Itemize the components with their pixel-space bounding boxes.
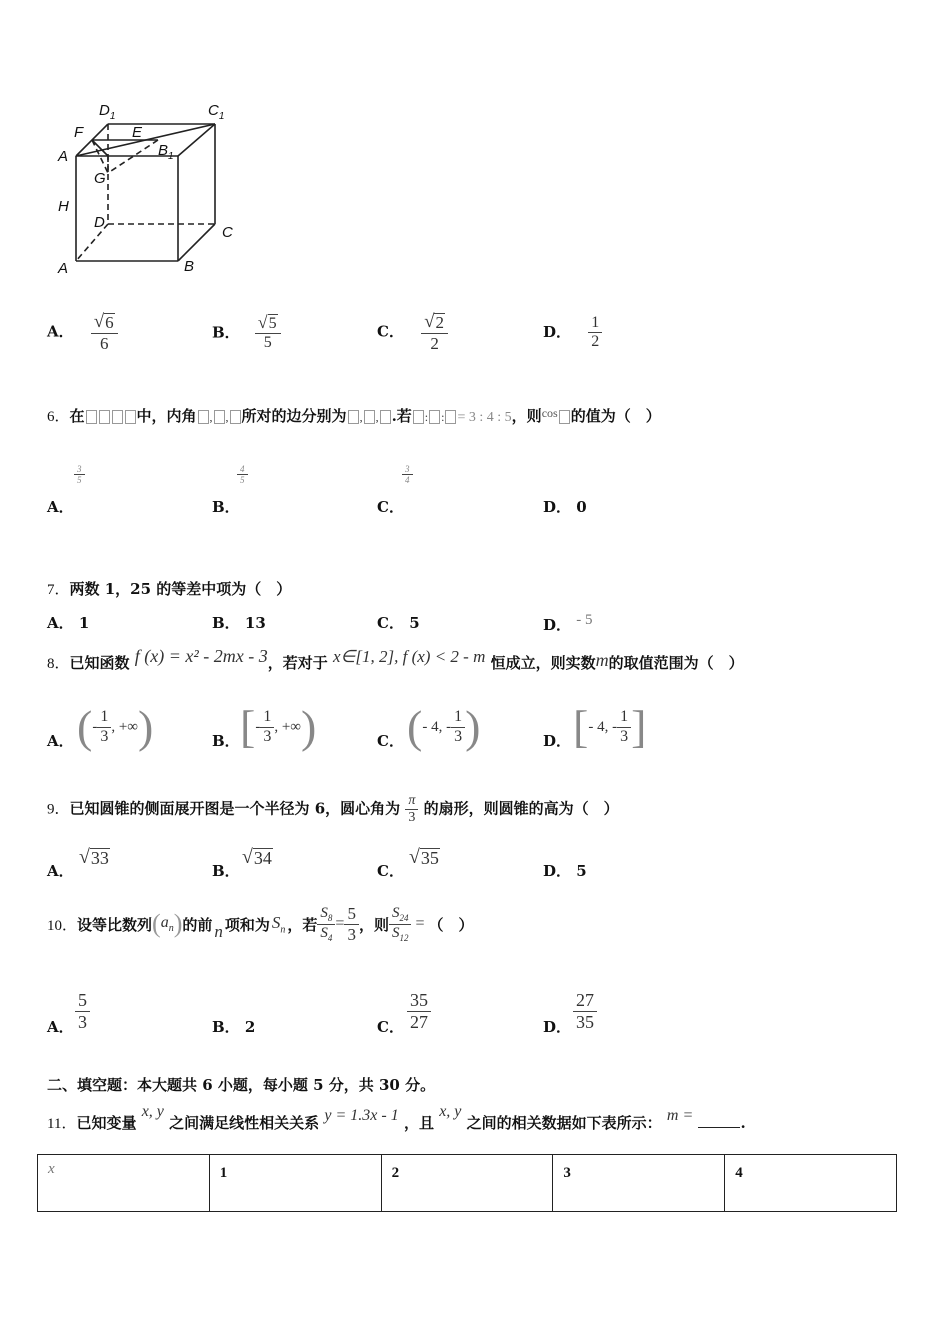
table-cell: 4	[725, 1155, 897, 1212]
q7-option-b[interactable]: B． 13	[212, 614, 266, 632]
fraction: $\frac{\pi}{3}$	[405, 793, 418, 826]
option-letter: A．	[47, 322, 74, 341]
option-letter: C．	[377, 322, 404, 341]
fraction: $\frac{4}{5}$	[237, 464, 248, 486]
fraction: $\frac{S_8}{S_4}$	[317, 905, 335, 943]
fraction: √ 5 5	[255, 314, 281, 353]
fraction: √ 6 6	[91, 312, 118, 353]
fraction: $\frac{S_{24}}{S_{12}}$	[389, 905, 412, 943]
table-header-cell: x	[38, 1155, 210, 1212]
q5-option-a[interactable]	[47, 312, 118, 353]
fraction: $\frac{1}{3}$	[97, 708, 111, 746]
q7-option-c[interactable]: C． 5	[377, 614, 420, 632]
label-d: D	[94, 214, 105, 231]
answer-blank[interactable]	[698, 1113, 740, 1128]
fraction: $\frac{1}{3}$	[260, 708, 274, 746]
question-7: 7．两数 1，25 的等差中项为（ ）	[47, 580, 292, 598]
q10-option-b[interactable]: B． 2	[212, 1018, 256, 1036]
option-letter: B．	[212, 323, 240, 342]
fraction: $\frac{3}{4}$	[402, 464, 413, 486]
fraction: $\frac{1}{3}$	[451, 708, 465, 746]
label-b: B	[184, 258, 195, 275]
table-cell: 1	[209, 1155, 381, 1212]
sqrt: √ 34	[242, 846, 272, 868]
label-a1: A	[58, 148, 69, 165]
question-8: 8．已知函数 f (x) = x² - 2mx - 3，若对于 x∈[1, 2], f (x) < 2 - m 恒成立，则实数m的取值范围为（ ）	[47, 646, 744, 672]
fraction: $\frac{3}{5}$	[74, 464, 85, 486]
label-b1: $B_1$	[158, 142, 174, 162]
fraction: $\frac{35}{27}$	[407, 990, 431, 1032]
table-cell: 3	[553, 1155, 725, 1212]
question-10: 10． 设等比数列 ( $a_n$ ) 的前 n 项和为 $S_n$ ，若 $\frac{S_8}{S_4}$ = $\frac{5}{3}$ ，则 $\frac{S_{24}}{S_{12}}$ = （ ）	[47, 904, 474, 944]
fraction: $\frac{27}{35}$	[573, 990, 597, 1032]
option-letter: D．	[543, 322, 572, 341]
q5-option-b[interactable]	[212, 314, 281, 353]
label-c: C	[222, 224, 233, 241]
label-e: E	[132, 124, 143, 141]
table-cell: 2	[381, 1155, 553, 1212]
label-g: G	[94, 170, 106, 187]
sqrt: √ 35	[409, 846, 439, 868]
q6-option-d[interactable]: D． 0	[543, 498, 587, 516]
table-row	[38, 1155, 897, 1212]
q7-option-a[interactable]: A． 1	[47, 614, 90, 632]
label-h: H	[58, 198, 69, 215]
cube-figure	[52, 98, 252, 283]
q7-option-d[interactable]: D． - 5	[543, 612, 593, 634]
fraction: √ 2 2	[421, 312, 448, 353]
q5-option-c[interactable]	[377, 312, 448, 353]
fraction: $\frac{5}{3}$	[344, 904, 359, 944]
label-a: A	[58, 260, 69, 277]
label-c1: $C_1$	[208, 102, 225, 122]
question-11: 11．已知变量 x, y 之间满足线性相关关系 y = 1.3x - 1 ，且 x, y 之间的相关数据如下表所示： m = .	[47, 1103, 746, 1132]
fraction: $\frac{1}{2}$	[588, 314, 602, 352]
question-9: 9．已知圆锥的侧面展开图是一个半径为 6，圆心角为 $\frac{\pi}{3}$ 的扇形，则圆锥的高为（ ）	[47, 793, 619, 826]
sqrt: √ 33	[79, 846, 109, 868]
q9-option-d[interactable]: D． 5	[543, 862, 587, 880]
question-6: 6．在 中，内角 , , 所对的边分别为 , , .若 : : = 3 : 4 : 5，则$^{cos}$ 的值为（ ）	[47, 406, 661, 425]
fraction: $\frac{1}{3}$	[617, 708, 631, 746]
fraction: $\frac{5}{3}$	[75, 990, 90, 1032]
data-table	[37, 1154, 897, 1212]
q5-option-d[interactable]	[543, 314, 602, 352]
label-f: F	[74, 124, 84, 141]
section-2-title: 二、填空题：本大题共 6 小题，每小题 5 分，共 30 分。	[47, 1076, 436, 1094]
label-d1: $D_1$	[99, 102, 116, 122]
